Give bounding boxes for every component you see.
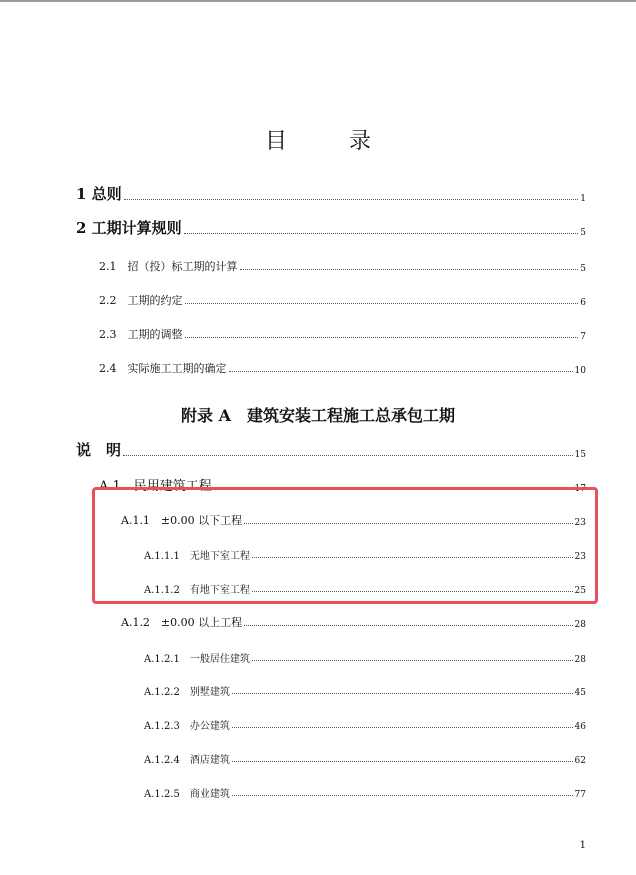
toc-entry-label: A.1.2.5 商业建筑 bbox=[144, 789, 230, 800]
dot-leader bbox=[123, 455, 573, 456]
toc-entry-page: 45 bbox=[574, 688, 586, 698]
toc-entry-label: A.1.1.2 有地下室工程 bbox=[144, 585, 250, 596]
toc-entry-label: A.1.2.3 办公建筑 bbox=[144, 721, 230, 732]
page-top-border bbox=[0, 0, 636, 2]
toc-entry-2-2[interactable] bbox=[99, 288, 586, 308]
dot-leader bbox=[184, 233, 579, 234]
toc-entry-label: A.1.2.4 酒店建筑 bbox=[144, 755, 230, 766]
toc-entry-label: 2.1 招（投）标工期的计算 bbox=[99, 260, 238, 273]
toc-entry-label: A.1 民用建筑工程 bbox=[99, 479, 212, 494]
toc-entry-page: 62 bbox=[574, 756, 586, 766]
dot-leader bbox=[185, 303, 579, 304]
toc-entry-a1-2[interactable] bbox=[121, 610, 586, 630]
dot-leader bbox=[124, 199, 579, 200]
dot-leader bbox=[232, 693, 573, 694]
toc-entry-duration-rules[interactable] bbox=[76, 218, 586, 238]
toc-entry-page: 23 bbox=[574, 518, 586, 528]
toc-entry-label: 2.3 工期的调整 bbox=[99, 328, 183, 341]
dot-leader bbox=[229, 371, 573, 372]
dot-leader bbox=[240, 269, 579, 270]
toc-entry-notes[interactable] bbox=[76, 440, 586, 460]
dot-leader bbox=[232, 761, 573, 762]
toc-entry-label: A.1.2.2 别墅建筑 bbox=[144, 687, 230, 698]
toc-entry-page: 23 bbox=[574, 552, 586, 562]
dot-leader bbox=[185, 337, 579, 338]
toc-entry-label: 2 工期计算规则 bbox=[76, 219, 182, 237]
toc-entry-2-4[interactable] bbox=[99, 356, 586, 376]
toc-entry-page: 17 bbox=[574, 484, 586, 494]
toc-entry-page: 28 bbox=[574, 655, 586, 665]
toc-entry-2-1[interactable] bbox=[99, 254, 586, 274]
toc-entry-label: A.1.2.1 一般居住建筑 bbox=[144, 654, 250, 665]
toc-entry-page: 46 bbox=[574, 722, 586, 732]
toc-entry-page: 6 bbox=[580, 298, 586, 308]
toc-entry-a1-2-3[interactable] bbox=[144, 712, 586, 732]
toc-entry-label: 2.4 实际施工工期的确定 bbox=[99, 362, 227, 375]
toc-entry-general[interactable] bbox=[76, 184, 586, 204]
toc-entry-page: 28 bbox=[574, 620, 586, 630]
toc-entry-a1-2-5[interactable] bbox=[144, 780, 586, 800]
toc-entry-a1-2-1[interactable] bbox=[144, 645, 586, 665]
highlight-box bbox=[92, 487, 598, 604]
toc-entry-page: 1 bbox=[580, 194, 586, 204]
toc-title: 目 录 bbox=[264, 129, 391, 154]
toc-entry-page: 5 bbox=[580, 264, 586, 274]
toc-entry-page: 15 bbox=[574, 450, 586, 460]
toc-entry-a1-2-2[interactable] bbox=[144, 678, 586, 698]
toc-entry-page: 5 bbox=[580, 228, 586, 238]
toc-entry-page: 7 bbox=[580, 332, 586, 342]
toc-entry-page: 25 bbox=[574, 586, 586, 596]
toc-entry-label: A.1.1 ±0.00 以下工程 bbox=[121, 514, 243, 527]
toc-entry-label: 1 总则 bbox=[76, 185, 122, 203]
toc-entry-a1-2-4[interactable] bbox=[144, 746, 586, 766]
dot-leader bbox=[232, 795, 573, 796]
appendix-heading: 附录 A 建筑安装工程施工总承包工期 bbox=[181, 406, 455, 425]
toc-entry-label: A.1.1.1 无地下室工程 bbox=[144, 551, 250, 562]
page-number: 1 bbox=[579, 840, 586, 851]
dot-leader bbox=[252, 660, 573, 661]
toc-entry-2-3[interactable] bbox=[99, 322, 586, 342]
toc-entry-page: 77 bbox=[574, 790, 586, 800]
toc-entry-label: 2.2 工期的约定 bbox=[99, 294, 183, 307]
dot-leader bbox=[244, 625, 572, 626]
dot-leader bbox=[232, 727, 573, 728]
toc-entry-page: 10 bbox=[574, 366, 586, 376]
toc-entry-label: 说 明 bbox=[76, 441, 122, 459]
toc-entry-label: A.1.2 ±0.00 以上工程 bbox=[121, 616, 243, 629]
